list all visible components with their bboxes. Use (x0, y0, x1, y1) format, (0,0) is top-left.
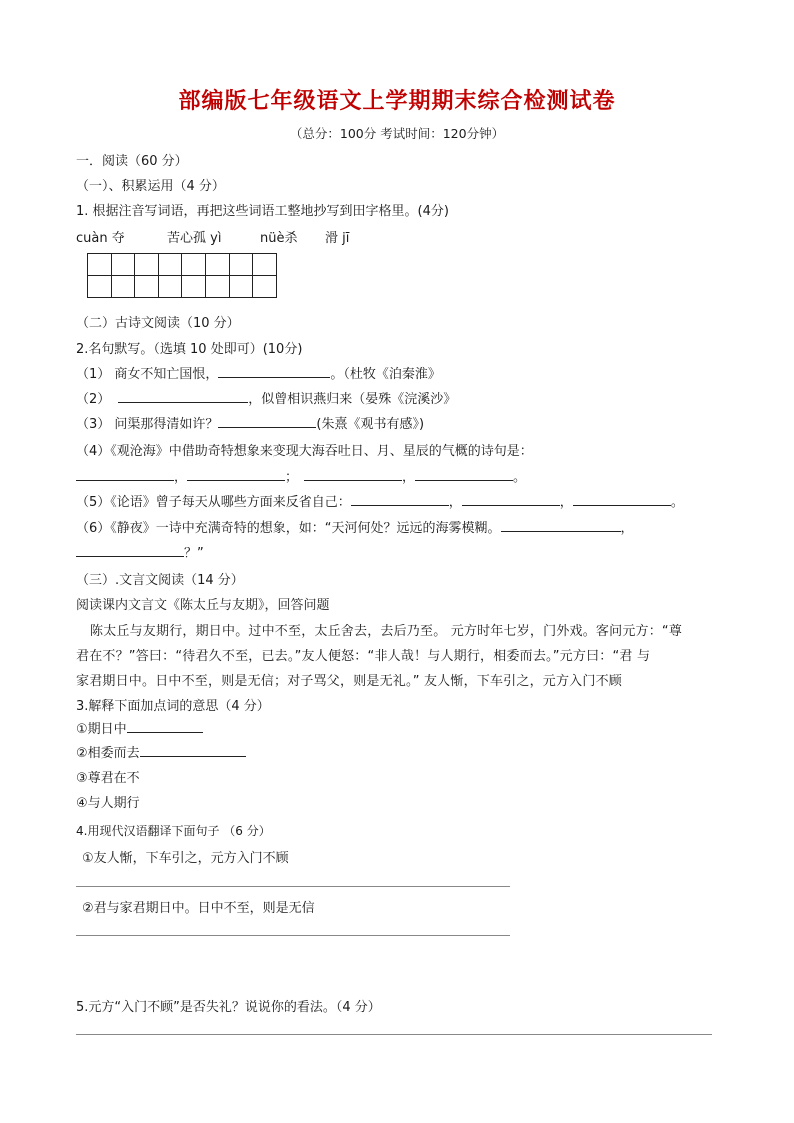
q4-sentence-2: ②君与家君期日中。日中不至，则是无信 (82, 901, 315, 916)
answer-line[interactable] (76, 886, 510, 887)
question-5: 5.元方“入门不顾”是否失礼？说说你的看法。（4 分） (76, 1000, 381, 1015)
pinyin-item: cuàn 夺 (76, 231, 125, 246)
grid-cell[interactable] (111, 254, 135, 276)
grid-cell[interactable] (253, 254, 277, 276)
q3-item-4: ④与人期行 (76, 796, 140, 811)
grid-cell[interactable] (158, 276, 182, 298)
answer-blank[interactable] (415, 466, 513, 481)
section-heading-3: （三）.文言文阅读（14 分） (76, 573, 244, 588)
answer-blank[interactable] (462, 491, 560, 506)
answer-blank[interactable] (140, 742, 246, 757)
passage-line: 君在不？”答曰：“待君久不至，已去。”友人便怒：“非人哉！与人期行，相委而去。”元方曰：“君 与 (76, 649, 651, 664)
writing-grid[interactable] (87, 253, 277, 298)
q4-sentence-1: ①友人惭，下车引之，元方入门不顾 (82, 851, 289, 866)
grid-cell[interactable] (253, 276, 277, 298)
q3-item-2: ②相委而去 (76, 742, 246, 761)
q3-item-3: ③尊君在不 (76, 771, 140, 786)
question-1: 1. 根据注音写词语，再把这些词语工整地抄写到田字格里。(4分) (76, 204, 449, 219)
recite-line-1: （1） 商女不知亡国恨， 。（杜牧《泊秦淮》 (76, 363, 441, 382)
recite-line-3: （3） 问渠那得清如许？ (朱熹《观书有感》) (76, 413, 424, 432)
pinyin-item: 苦心孤 yì (167, 231, 222, 246)
answer-blank[interactable] (573, 491, 671, 506)
grid-cell[interactable] (135, 276, 159, 298)
pinyin-item: 滑 jī (325, 231, 350, 246)
passage-line: 陈太丘与友期行，期日中。过中不至，太丘舍去，去后乃至。 元方时年七岁，门外戏。客问元方：“尊 (90, 624, 683, 639)
question-2: 2.名句默写。（选填 10 处即可）(10分) (76, 342, 303, 357)
grid-cell[interactable] (182, 254, 206, 276)
recite-line-5: （5）《论语》曾子每天从哪些方面来反省自己： ， ， 。 (76, 491, 684, 510)
answer-blank[interactable] (127, 718, 203, 733)
grid-cell[interactable] (158, 254, 182, 276)
answer-blank[interactable] (351, 491, 449, 506)
grid-cell[interactable] (205, 254, 229, 276)
answer-line[interactable] (76, 935, 510, 936)
grid-cell[interactable] (88, 254, 112, 276)
answer-blank[interactable] (218, 413, 316, 428)
question-4: 4.用现代汉语翻译下面句子 （6 分） (76, 824, 271, 838)
grid-cell[interactable] (88, 276, 112, 298)
recite-line-2: （2） ，似曾相识燕归来（晏殊《浣溪沙》 (76, 388, 456, 407)
recite-line-4-blanks: ， ； ， 。 (76, 466, 526, 485)
recite-line-4: （4）《观沧海》中借助奇特想象来变现大海吞吐日、月、星辰的气概的诗句是： (76, 444, 533, 459)
answer-blank[interactable] (501, 517, 621, 532)
recite-line-6: （6）《静夜》一诗中充满奇特的想象，如：“天河何处？远远的海雾模糊。 ， (76, 517, 634, 536)
grid-cell[interactable] (229, 276, 253, 298)
q3-item-1: ①期日中 (76, 718, 203, 737)
answer-blank[interactable] (118, 388, 248, 403)
recite-line-6-end: ？” (76, 542, 204, 561)
exam-title: 部编版七年级语文上学期期末综合检测试卷 (178, 89, 616, 114)
passage-line: 家君期日中。日中不至，则是无信；对子骂父，则是无礼。” 友人惭，下车引之，元方入门不顾 (76, 674, 622, 689)
answer-line[interactable] (76, 1034, 712, 1035)
passage-intro: 阅读课内文言文《陈太丘与友期》，回答问题 (76, 598, 330, 613)
section-heading-1: （一）、积累运用（4 分） (76, 179, 225, 194)
grid-cell[interactable] (229, 254, 253, 276)
section-heading-2: （二）古诗文阅读（10 分） (76, 316, 240, 331)
answer-blank[interactable] (76, 542, 184, 557)
exam-subtitle: （总分：100分 考试时间：120分钟） (289, 126, 505, 141)
answer-blank[interactable] (76, 466, 174, 481)
answer-blank[interactable] (187, 466, 285, 481)
grid-cell[interactable] (182, 276, 206, 298)
answer-blank[interactable] (304, 466, 402, 481)
question-3: 3.解释下面加点词的意思（4 分） (76, 699, 270, 714)
answer-blank[interactable] (218, 363, 330, 378)
pinyin-item: nüè杀 (260, 231, 298, 246)
grid-cell[interactable] (205, 276, 229, 298)
grid-cell[interactable] (111, 276, 135, 298)
grid-cell[interactable] (135, 254, 159, 276)
part-heading: 一．阅读（60 分） (76, 154, 188, 169)
